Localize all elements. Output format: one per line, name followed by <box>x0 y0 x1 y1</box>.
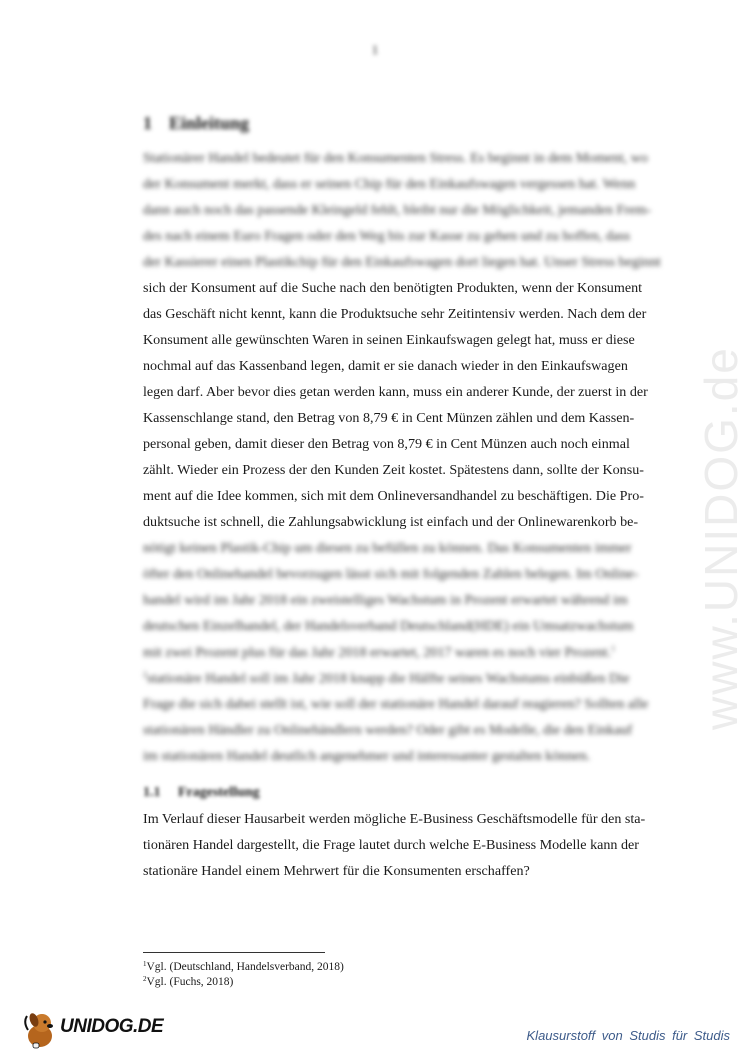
logo-text: UNIDOG.DE <box>60 1016 164 1037</box>
body-line: der Konsument merkt, dass er seinen Chip für den Einkaufswagen vergessen hat. Wenn <box>143 176 636 192</box>
body-line: nötigt keinen Plastik-Chip um diesen zu befüllen zu können. Das Konsumenten immer <box>143 540 632 556</box>
body-line: Konsument alle gewünschten Waren in seinen Einkaufswagen gelegt hat, muss er diese <box>143 332 635 348</box>
body-line-text: stationäre Handel soll im Jahr 2018 knapp die Hälfte seines Wachstums einbüßen Die <box>147 670 630 687</box>
footnote-ref: 2 <box>143 670 147 679</box>
body-line: der Kassierer einen Plastikchip für den Einkaufswagen dort liegen hat. Unser Stress beginnt <box>143 254 661 270</box>
dog-icon <box>22 1010 58 1050</box>
footer-tagline: Klausurstoff von Studis für Studis <box>526 1028 730 1043</box>
section-line: stationäre Handel einem Mehrwert für die Konsumenten erschaffen? <box>143 863 530 879</box>
body-line: das Geschäft nicht kennt, kann die Produktsuche sehr Zeitintensiv werden. Nach dem der <box>143 306 647 322</box>
body-line: Frage die sich dabei stellt ist, wie soll der stationäre Handel darauf reagieren? Sollten alle <box>143 696 649 712</box>
chapter-title: Einleitung <box>169 113 250 133</box>
body-line: personal geben, damit dieser den Betrag von 8,79 € in Cent Münzen auch noch einmal <box>143 436 630 452</box>
body-line: zählt. Wieder ein Prozess der den Kunden Zeit kostet. Spätestens dann, sollte der Konsu- <box>143 462 644 478</box>
footnote-ref: 1 <box>611 644 616 653</box>
section-title: Fragestellung <box>178 785 260 800</box>
body-line: deutschen Einzelhandel, der Handelsverband Deutschland(HDE) ein Umsatzwachstum <box>143 618 634 634</box>
body-line: sich der Konsument auf die Suche nach den benötigten Produkten, wenn der Konsument <box>143 280 643 296</box>
body-line: des nach einem Euro Fragen oder den Weg bis zur Kasse zu gehen und zu hoffen, dass <box>143 228 631 244</box>
body-line: legen darf. Aber bevor dies getan werden kann, muss ein anderer Kunde, der zuerst in der <box>143 384 648 400</box>
footnote <box>143 960 344 973</box>
body-line: dann auch noch das passende Kleingeld fehlt, bleibt nur die Möglichkeit, jemanden Frem- <box>143 202 652 218</box>
section-line: tionären Handel dargestellt, die Frage lautet durch welche E-Business Modelle kann der <box>143 837 639 853</box>
section-heading <box>143 785 260 801</box>
body-line: Kassenschlange stand, den Betrag von 8,79 € in Cent Münzen zählen und dem Kassen- <box>143 410 635 426</box>
footnote-text: Vgl. (Deutschland, Handelsverband, 2018) <box>146 961 344 973</box>
page-number: 1 <box>371 42 379 57</box>
body-line-text: mit zwei Prozent plus für das Jahr 2018 erwartet, 2017 waren es noch vier Prozent. <box>143 644 612 661</box>
body-line: ment auf die Idee kommen, sich mit dem Onlineversandhandel zu beschäftigen. Die Pro- <box>143 488 644 504</box>
footnote-mark: 1 <box>143 960 147 968</box>
body-line: Stationärer Handel bedeutet für den Konsumenten Stress. Es beginnt in dem Moment, wo <box>143 150 648 166</box>
section-number: 1.1 <box>143 785 161 800</box>
watermark: www.UNIDOG.de <box>695 346 747 730</box>
footnote-mark: 2 <box>143 975 147 983</box>
chapter-number: 1 <box>143 113 152 133</box>
body-line: handel wird im Jahr 2018 ein zweistelliges Wachstum in Prozent erwartet während im <box>143 592 628 608</box>
body-line: im stationären Handel deutlich angenehmer und interessanter gestalten können. <box>143 748 591 764</box>
unidog-logo[interactable] <box>22 1010 164 1050</box>
body-line <box>143 671 629 686</box>
body-line: duktsuche ist schnell, die Zahlungsabwicklung ist einfach und der Onlinewarenkorb be- <box>143 514 639 530</box>
body-line: öfter den Onlinehandel bevorzugen lässt sich mit folgenden Zahlen belegen. Im Online- <box>143 566 639 582</box>
chapter-heading <box>143 113 249 134</box>
body-line: stationären Händler zu Onlinehändlern werden? Oder gibt es Modelle, die den Einkauf <box>143 722 633 738</box>
section-line: Im Verlauf dieser Hausarbeit werden mögliche E-Business Geschäftsmodelle für den sta- <box>143 811 646 827</box>
footnote-divider <box>143 952 325 953</box>
footnote <box>143 975 233 988</box>
footnote-text: Vgl. (Fuchs, 2018) <box>146 976 234 988</box>
body-line: nochmal auf das Kassenband legen, damit er sie danach wieder in den Einkaufswagen <box>143 358 628 374</box>
body-line <box>143 645 615 660</box>
